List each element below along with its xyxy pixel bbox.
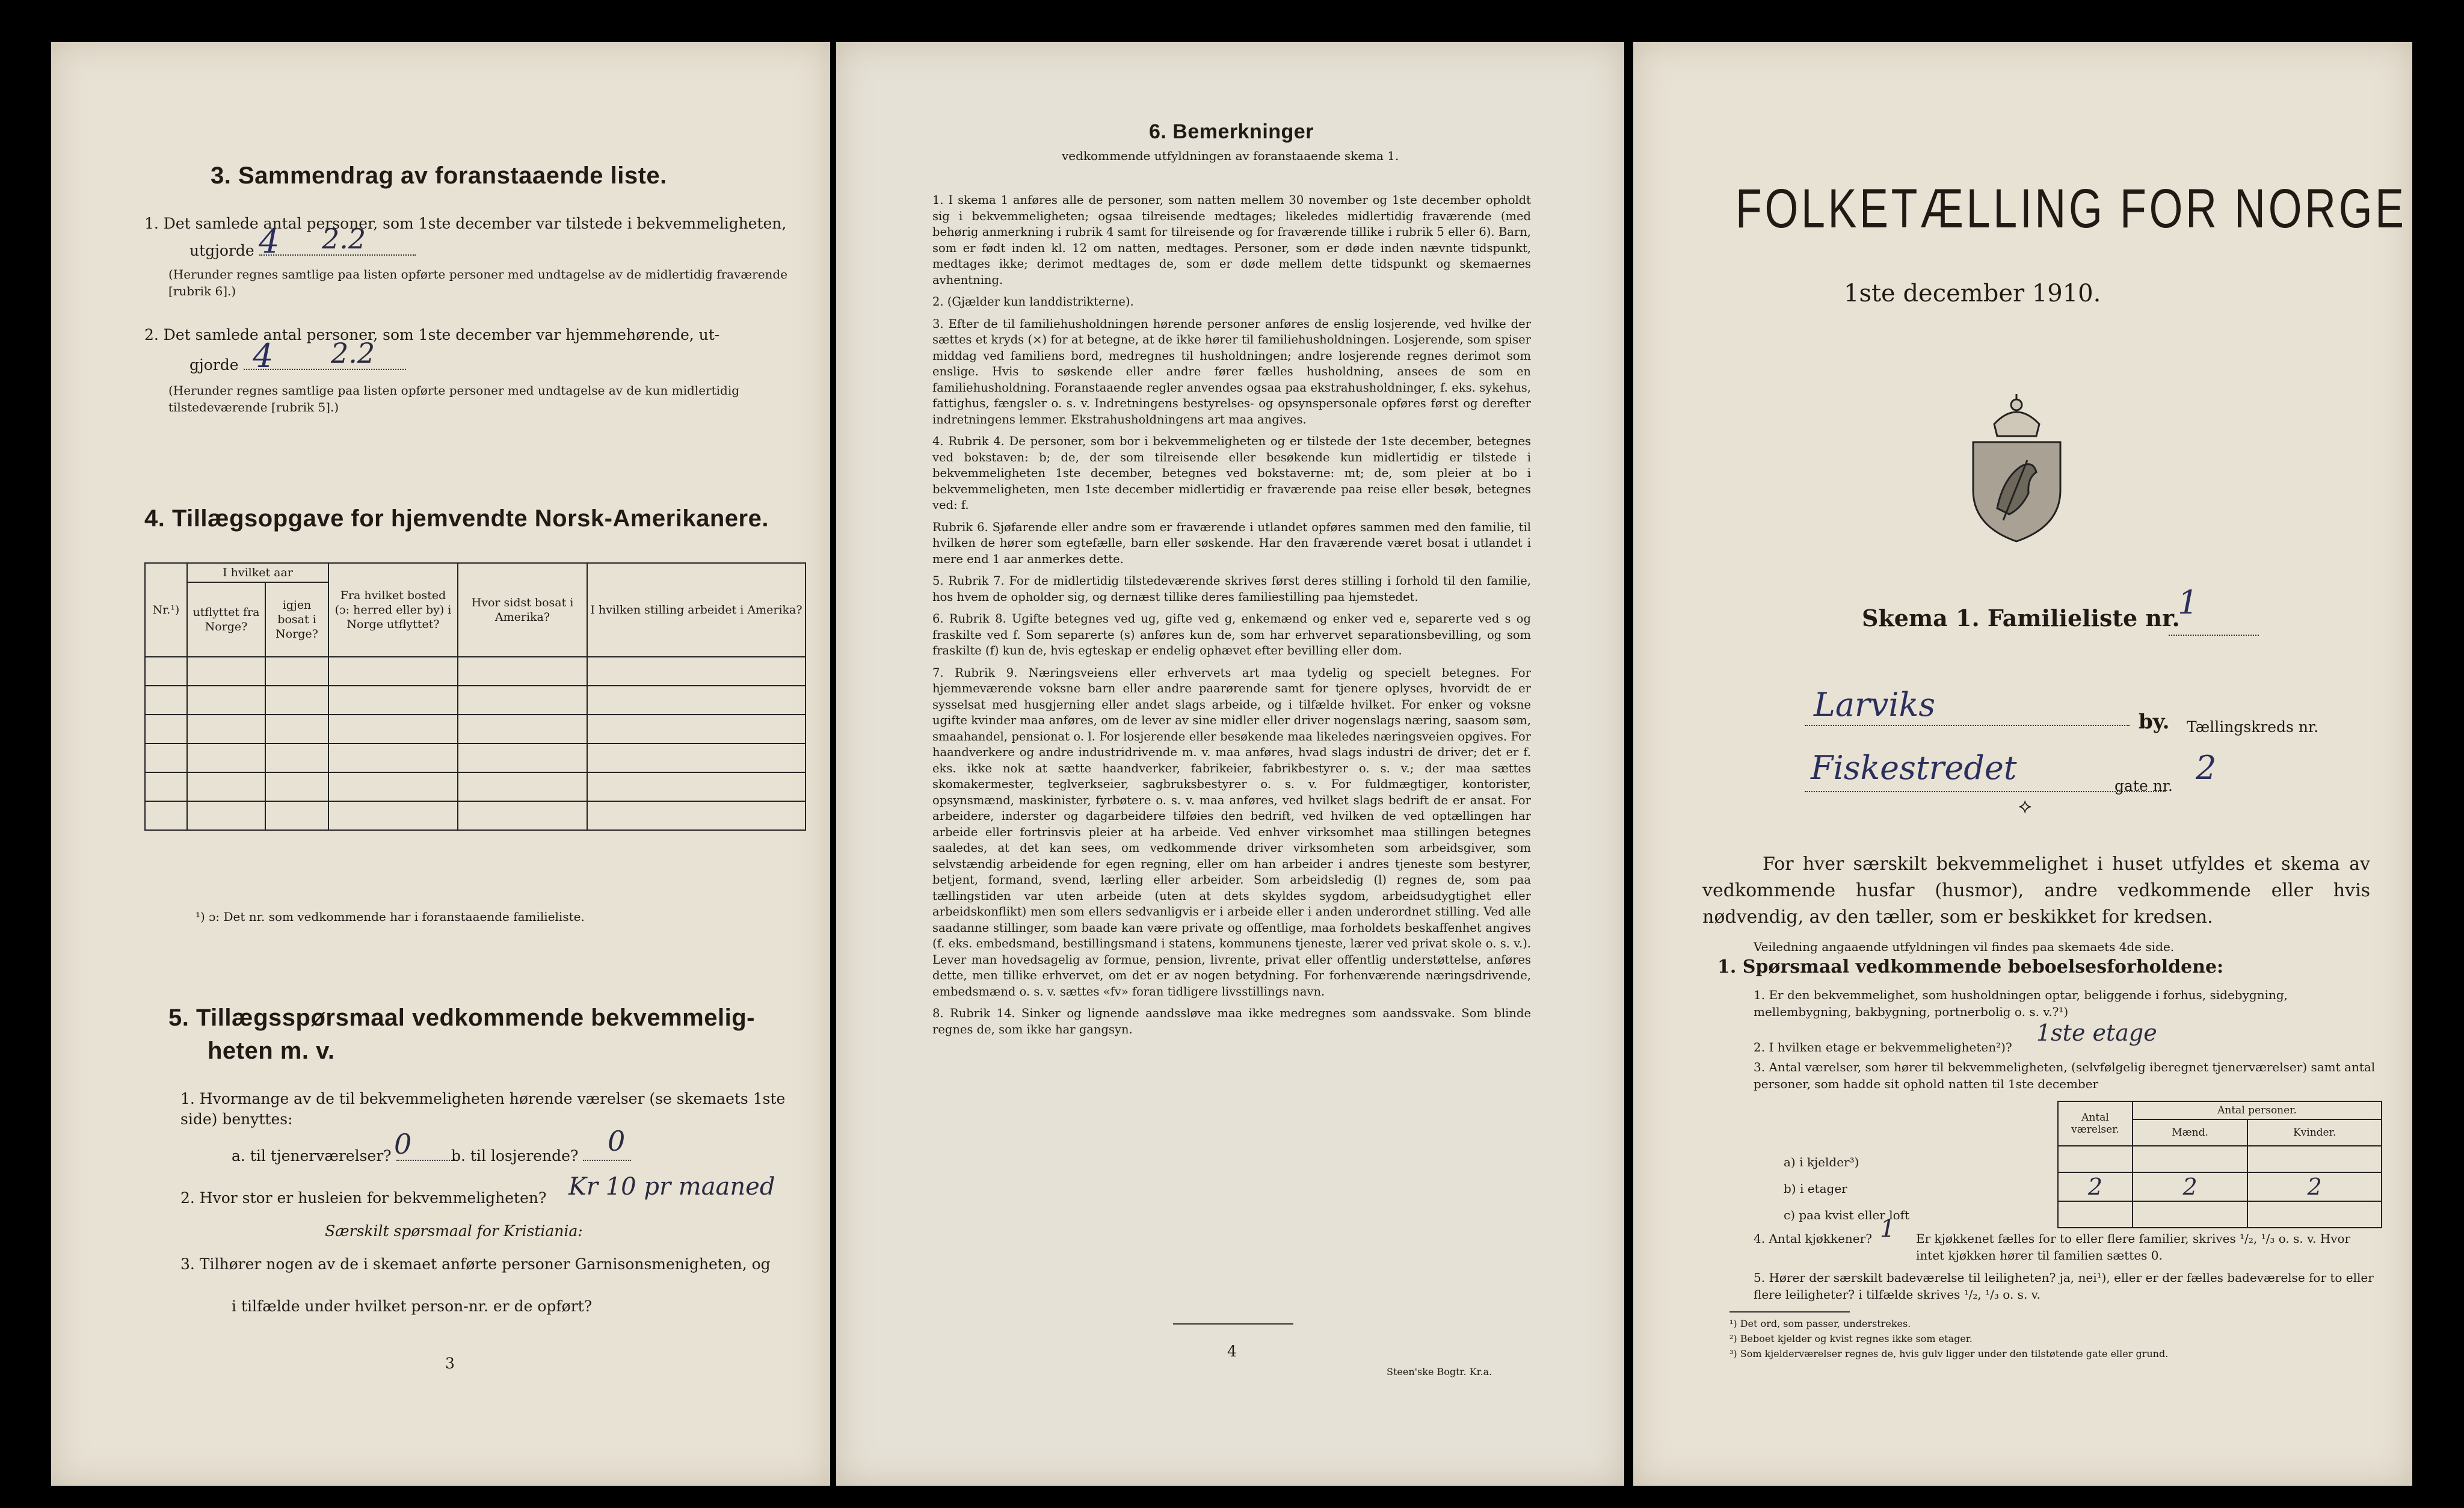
col-stilling: I hvilken stilling arbeidet i Amerika? xyxy=(587,563,805,657)
footnote-1: ¹) Det ord, som passer, understrekes. xyxy=(1729,1318,1911,1329)
rooms-b-vaer: 2 xyxy=(2058,1172,2133,1201)
footnote-2: ²) Beboet kjelder og kvist regnes ikke som etager. xyxy=(1729,1333,1973,1344)
page-3 xyxy=(51,42,830,1486)
remarks-subtitle: vedkommende utfyldningen av foranstaaende skema 1. xyxy=(1062,149,1399,163)
skema-number-dots xyxy=(2169,635,2259,636)
question-1-heading: 1. Spørsmaal vedkommende beboelsesforholdene: xyxy=(1717,956,2224,977)
remark-para: 1. I skema 1 anføres alle de personer, som natten mellem 30 november og 1ste december opholdt sig i bekvemmeligheten; ogsaa tilreisende medtages; likeledes midlertidig fraværende (med behørig anmerkning i rubrik 4 samt for tilreisende og for fraværende tillike i rubrik 5 eller 6). Barn, som er født inden kl. 12 om natten, medtages. Personer, som er døde inden nævnte tidspunkt, medtages ikke; derimot medtages de, som er døde mellem dette tidspunkt og skemaernes avhentning. xyxy=(932,193,1531,287)
section-5-title-line1: 5. Tillægsspørsmaal vedkommende bekvemmelig- xyxy=(168,1005,755,1031)
guide-text: Veiledning angaaende utfyldningen vil findes paa skemaets 4de side. xyxy=(1754,940,2175,954)
s5-q2: 2. Hvor stor er husleien for bekvemmeligheten? xyxy=(180,1189,547,1207)
remarks-body xyxy=(932,192,1531,1044)
town-label: by. xyxy=(2139,710,2170,734)
page-number-4: 4 xyxy=(1227,1343,1237,1360)
table-row xyxy=(145,657,805,686)
q1-3: 3. Antal værelser, som hører til bekvemmeligheten, (selvfølgelig iberegnet tjenerværelser) samt antal personer, som hadde sit ophold natten til 1ste december xyxy=(1754,1060,2376,1091)
rooms-col-kvinder: Kvinder. xyxy=(2247,1119,2382,1146)
rooms-a-vaer xyxy=(2058,1146,2133,1172)
s5-q3-b: i tilfælde under hvilket person-nr. er de opført? xyxy=(232,1297,593,1315)
krets-label: Tællingskreds nr. xyxy=(2187,718,2319,736)
skema-number-hand: 1 xyxy=(2178,583,2199,621)
section-4-title: 4. Tillægsopgave for hjemvendte Norsk-Amerikanere. xyxy=(144,505,769,532)
q1-1: 1. Er den bekvemmelighet, som husholdningen optar, beliggende i forhus, sidebygning, mellembygning, bakbygning, portnerbolig o. s. v.?¹) xyxy=(1754,988,2288,1019)
rooms-b-maend: 2 xyxy=(2133,1172,2247,1201)
q1-4-rest: Er kjøkkenet fælles for to eller flere familier, skrives ¹/₂, ¹/₃ o. s. v. Hvor intet kjøkken hører til familien sættes 0. xyxy=(1916,1231,2351,1263)
s5-q1a-line xyxy=(232,1146,457,1166)
q2-text: 2. Det samlede antal personer, som 1ste december var hjemmehørende, ut- xyxy=(144,326,720,343)
col-group-aar: I hvilket aar xyxy=(187,563,328,582)
page-1 xyxy=(1633,42,2412,1486)
section-3-title: 3. Sammendrag av foranstaaende liste. xyxy=(211,162,667,189)
q1-note: (Herunder regnes samtlige paa listen opførte personer med undtagelse av de midlertidig fraværende [rubrik 6].) xyxy=(168,267,788,298)
town-hand: Larviks xyxy=(1814,686,1936,724)
remark-para: 8. Rubrik 14. Sinker og lignende aandssløve maa ikke medregnes som aandssvake. Som blinde regnes de, som ikke har gangsyn. xyxy=(932,1006,1531,1036)
form-date: 1ste december 1910. xyxy=(1844,280,2101,307)
q2-note: (Herunder regnes samtlige paa listen opførte personer med undtagelse av de kun midlertidig tilstedeværende [rubrik 5].) xyxy=(168,383,740,414)
s5-q2-hand: Kr 10 pr maaned xyxy=(568,1173,775,1201)
printer-mark: Steen'ske Bogtr. Kr.a. xyxy=(1387,1366,1492,1377)
q1-2-hand: 1ste etage xyxy=(2036,1020,2157,1046)
q2-hand-b: 2.2 xyxy=(331,337,375,369)
s5-q1a-hand: 0 xyxy=(394,1128,412,1160)
q1-2: 2. I hvilken etage er bekvemmeligheten²)? xyxy=(1754,1040,2012,1054)
remarks-title: 6. Bemerkninger xyxy=(1149,120,1314,143)
rooms-c-vaer xyxy=(2058,1201,2133,1228)
col-nr: Nr.¹) xyxy=(145,563,187,657)
table-row xyxy=(145,686,805,715)
rooms-row-c-label: c) paa kvist eller loft xyxy=(1784,1208,1910,1222)
remark-para: 2. (Gjælder kun landdistrikterne). xyxy=(932,295,1134,309)
q1-prefix: utgjorde xyxy=(189,242,254,259)
col-utflyttet: utflyttet fra Norge? xyxy=(187,582,265,657)
coat-of-arms-icon xyxy=(1961,388,2072,544)
table-row xyxy=(145,715,805,743)
q2-prefix: gjorde xyxy=(189,356,239,374)
intro-text: For hver særskilt bekvemmelighet i huset utfyldes et skema av vedkommende husfar (husmor), andre vedkommende eller hvis nødvendig, av den tæller, som er beskikket for kredsen. xyxy=(1702,854,2370,928)
s5-q1: 1. Hvormange av de til bekvemmeligheten hørende værelser (se skemaets 1ste side) benyttes: xyxy=(180,1090,786,1128)
rooms-a-maend xyxy=(2133,1146,2247,1172)
table-row xyxy=(145,743,805,772)
rooms-col-pers: Antal personer. xyxy=(2133,1101,2382,1119)
q1-hand-b: 2.2 xyxy=(322,223,366,255)
s5-q1b-hand: 0 xyxy=(608,1125,626,1157)
remark-para: 5. Rubrik 7. For de midlertidig tilstedeværende skrives først deres stilling i forhold til den familie, hos hvem de opholder sig, og dernæst tillike deres familiestilling paa hjemstedet. xyxy=(932,574,1531,604)
rooms-table xyxy=(2057,1101,2382,1228)
q1-5: 5. Hører der særskilt badeværelse til leiligheten? ja, nei¹), eller er der fælles badeværelse for to eller flere leiligheter? i tilfælde skrives ¹/₂, ¹/₃ o. s. v. xyxy=(1754,1270,2374,1302)
s5-special: Særskilt spørsmaal for Kristiania: xyxy=(325,1222,583,1240)
form-title: FOLKETÆLLING FOR NORGE xyxy=(1736,178,2407,239)
s5-q1b-line xyxy=(451,1146,631,1166)
footnote-rule xyxy=(1729,1311,1850,1313)
street-hand: Fiskestredet xyxy=(1811,749,2017,787)
skema-label: Skema 1. Familieliste nr. xyxy=(1862,605,2180,632)
q1-4: 4. Antal kjøkkener? xyxy=(1754,1231,1872,1246)
divider-ornament-icon: ⟡ xyxy=(2018,794,2032,818)
street-dots xyxy=(1805,791,2166,792)
rooms-b-kvinder: 2 xyxy=(2247,1172,2382,1201)
remark-para: 7. Rubrik 9. Næringsveiens eller erhvervets art maa tydelig og specielt betegnes. For hjemmeværende voksne barn eller andre paarørende samt for tjenere oplyses, hvorvidt de er sysselsat med husgjerning eller andet slags arbeide, og i tilfælde hvilket. For enker og voksne ugifte kvinder maa anføres, om de lever av sine midler eller driver nogenslags næring, saasom søm, smaahandel, pensionat o. l. For losjerende eller besøkende maa likeledes næringsveien opgives. For haandverkere og andre industridrivende m. v. maa anføres, hvad slags industri de driver; det er f. eks. ikke nok at sætte haandverker, fabrikeier, fabrikbestyrer o. s. v.; der maa sættes skomakermester, teglverkseier, sagbruksbestyrer o. s. v. For fuldmægtiger, kontorister, opsynsmænd, maskinister, fyrbøtere o. s. v. maa anføres, ved hvilket slags bedrift de er ansat. For arbeidere, inderster og dagarbeidere tilføies den bedrift, ved hvilken de ved optællingen har arbeide eller fortrinsvis pleier at ha arbeide. Ved enhver virksomhet maa stillingen betegnes saaledes, at det kan sees, om vedkommende driver virksomheten som arbeidsgiver, som selvstændig arbeidende for egen regning, eller om han arbeider i andres tjeneste som bestyrer, betjent, formand, svend, lærling eller arbeider. Som arbeidsledig (l) regnes de, som paa tællingstiden var uten arbeide (uten at dets skyldes sygdom, arbeidsudygtighet eller arbeidskonflikt) men som ellers sedvanligvis er i arbeide eller i anden underordnet stilling. Ved alle saadanne stillinger, som baade kan være private og offentlige, maa forholdets beskaffenhet angives (f. eks. embedsmand, bestillingsmand i statens, kommunens tjeneste, lærer ved privat skole o. s. v.). Lever man hovedsagelig av formue, pension, livrente, privat eller offentlig understøttelse, anføres dette, men tillike erhvervet, om det er av nogen betydning. For forhenværende næringsdrivende, embedsmænd o. s. v. sættes «fv» foran tidligere livsstillings navn. xyxy=(932,665,1531,999)
col-bosat: igjen bosat i Norge? xyxy=(265,582,328,657)
footnote-3: ³) Som kjelderværelser regnes de, hvis gulv ligger under den tilstøtende gate eller grund. xyxy=(1729,1348,2169,1359)
rooms-a-kvinder xyxy=(2247,1146,2382,1172)
q1-4-hand: 1 xyxy=(1880,1215,1896,1243)
town-dots xyxy=(1805,725,2130,726)
remark-para: 4. Rubrik 4. De personer, som bor i bekvemmeligheten og er tilstede der 1ste december, betegnes ved bokstaven: b; de, der som tilreisende eller besøkende kun midlertidig er tilstede i bekvemmeligheten 1ste december, betegnes ved bokstaverne: mt; de, som pleier at bo i bekvemmeligheten, men 1ste december midlertidig er fraværende paa reise eller besøk, betegnes ved: f. xyxy=(932,434,1531,512)
s5-q1b-dots xyxy=(583,1160,631,1161)
col-fra: Fra hvilket bosted (ɔ: herred eller by) i Norge utflyttet? xyxy=(328,563,458,657)
s5-q1b: b. til losjerende? xyxy=(451,1147,579,1165)
remark-para: Rubrik 6. Sjøfarende eller andre som er fraværende i utlandet opføres sammen med den familie, til hvilken de hører som egtefælle, barn eller søskende. Har den fraværende været bosat i utlandet i mere end 1 aar anmerkes dette. xyxy=(932,520,1531,566)
divider-line xyxy=(1173,1323,1293,1325)
q2-hand-a: 4 xyxy=(253,337,274,375)
gate-label: gate nr. xyxy=(2114,777,2173,795)
table-row xyxy=(145,801,805,830)
norsk-amerikanere-table xyxy=(144,562,806,831)
remark-para: 3. Efter de til familiehusholdningen hørende personer anføres de enslig losjerende, ved hvilke der sættes et kryds (×) for at betegne, at de ikke hører til familiehusholdningen. Losjerende, som spiser middag ved familiens bord, medregnes til husholdningen; andre losjerende regnes derimot som enslige. Hvis to søskende eller andre fører fælles husholdning, ansees de som en familiehusholdning. Foranstaaende regler anvendes ogsaa paa ekstrahusholdninger, f. eks. sykehus, fattighus, fængsler o. s. v. Indretningens bestyrelses- og opsynspersonale opføres først og derefter indretningens lemmer. Ekstrahusholdningens art maa angives. xyxy=(932,316,1531,426)
page-number-3: 3 xyxy=(445,1355,455,1372)
q1-text: 1. Det samlede antal personer, som 1ste december var tilstede i bekvemmeligheten, xyxy=(144,215,787,232)
rooms-col-vaer: Antal værelser. xyxy=(2058,1101,2133,1146)
col-sidst: Hvor sidst bosat i Amerika? xyxy=(458,563,587,657)
rooms-row-b-label: b) i etager xyxy=(1784,1181,1847,1196)
rooms-col-maend: Mænd. xyxy=(2133,1119,2247,1146)
q1-answer-line xyxy=(189,241,416,261)
gate-number-hand: 2 xyxy=(2196,749,2217,787)
page-4 xyxy=(836,42,1624,1486)
table-row xyxy=(145,772,805,801)
s5-q3-a: 3. Tilhører nogen av de i skemaet anførte personer Garnisonsmenigheten, og xyxy=(180,1255,771,1273)
remark-para: 6. Rubrik 8. Ugifte betegnes ved ug, gifte ved g, enkemænd og enker ved e, separerte ved s og fraskilte ved f. Som separerte (s) anføres kun de, som har erhvervet separationsbevilling, og som fraskilte (f) kun de, hvis egteskap er endelig ophævet efter bevilling eller dom. xyxy=(932,612,1531,657)
table-row xyxy=(2058,1172,2382,1201)
rooms-row-a-label: a) i kjelder³) xyxy=(1784,1155,1859,1169)
table-row xyxy=(2058,1201,2382,1228)
rooms-c-maend xyxy=(2133,1201,2247,1228)
rooms-c-kvinder xyxy=(2247,1201,2382,1228)
section-5-title-line2: heten m. v. xyxy=(208,1038,335,1064)
table-footnote: ¹) ɔ: Det nr. som vedkommende har i foranstaaende familieliste. xyxy=(196,909,585,924)
q1-hand-a: 4 xyxy=(259,223,280,260)
table-row xyxy=(2058,1146,2382,1172)
s5-q1a: a. til tjenerværelser? xyxy=(232,1147,392,1165)
